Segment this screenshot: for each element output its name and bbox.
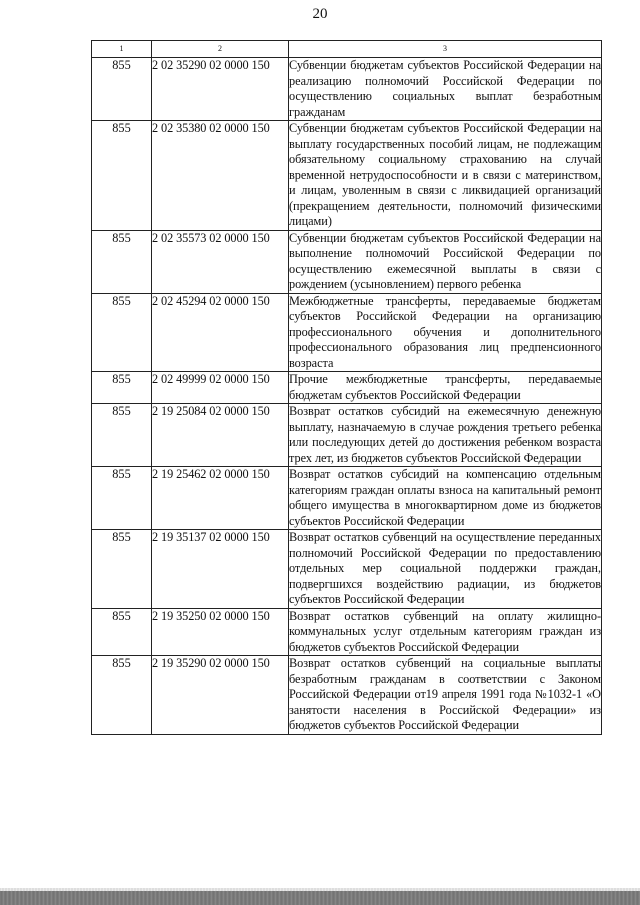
column-number-1: 1	[92, 41, 152, 58]
table-body	[92, 58, 602, 735]
budget-code-cell: 2 02 45294 02 0000 150	[152, 293, 289, 372]
table-row	[92, 530, 602, 609]
budget-code-cell: 2 19 25462 02 0000 150	[152, 467, 289, 530]
budget-code-cell: 2 19 35250 02 0000 150	[152, 608, 289, 656]
table-row	[92, 656, 602, 735]
admin-code-cell: 855	[92, 293, 152, 372]
income-name-cell: Возврат остатков субсидий на компенсацию отдельным категориям граждан оплаты взноса на капитальный ремонт общего имущества в многоквартирном доме из бюджетов субъектов Российской Федерации	[289, 467, 601, 528]
table-row	[92, 58, 602, 121]
income-name-cell: Межбюджетные трансферты, передаваемые бюджетам субъектов Российской Федерации на организацию профессионального обучения и дополнительного профессионального образования лиц предпенсионного возраста	[289, 293, 601, 370]
table-row	[92, 121, 602, 231]
income-name-cell: Возврат остатков субсидий на ежемесячную денежную выплату, назначаемую в случае рождения третьего ребенка или последующих детей до достижения ребенком возраста трех лет, из бюджетов субъектов Российской Федерации	[289, 404, 601, 465]
column-number-2: 2	[152, 41, 289, 58]
admin-code-cell: 855	[92, 372, 152, 404]
budget-code-cell: 2 19 35137 02 0000 150	[152, 530, 289, 609]
table-row	[92, 608, 602, 656]
admin-code-cell: 855	[92, 58, 152, 121]
admin-code-cell: 855	[92, 656, 152, 735]
admin-code-cell: 855	[92, 467, 152, 530]
budget-code-cell: 2 02 35290 02 0000 150	[152, 58, 289, 121]
table-row	[92, 230, 602, 293]
income-name-cell: Возврат остатков субвенций на осуществление переданных полномочий Российской Федерации по предоставлению отдельных мер социальной поддержки граждан, подвергшихся воздействию радиации, из бюджетов субъектов Российской Федерации	[289, 530, 601, 606]
table-row	[92, 372, 602, 404]
column-number-3: 3	[289, 41, 602, 58]
income-name-cell: Прочие межбюджетные трансферты, передаваемые бюджетам субъектов Российской Федерации	[289, 372, 601, 402]
admin-code-cell: 855	[92, 530, 152, 609]
budget-code-cell: 2 19 35290 02 0000 150	[152, 656, 289, 735]
admin-code-cell: 855	[92, 608, 152, 656]
column-number-row	[92, 41, 602, 58]
income-name-cell: Субвенции бюджетам субъектов Российской Федерации на выполнение полномочий Российской Федерации по осуществлению ежемесячной выплаты в связи с рождением (усыновлением) первого ребенка	[289, 230, 601, 291]
scan-edge-noise	[0, 891, 640, 905]
income-name-cell: Возврат остатков субвенций на социальные выплаты безработным гражданам в соответствии с Законом Российской Федерации от19 апреля 1991 года №1032-1 «О занятости населения в Российской Федерации» из бюджетов субъектов Российской Федерации	[289, 656, 601, 732]
income-name-cell: Субвенции бюджетам субъектов Российской Федерации на выплату государственных пособий лицам, не подлежащим обязательному социальному страхованию на случай временной нетрудоспособности и в связи с материнством, и лицам, уволенным в связи с ликвидацией организаций (прекращением деятельности, полномочий физическими лицами)	[289, 121, 601, 228]
table-row	[92, 404, 602, 467]
income-name-cell: Возврат остатков субвенций на оплату жилищно-коммунальных услуг отдельным категориям граждан из бюджетов субъектов Российской Федерации	[289, 608, 601, 654]
admin-code-cell: 855	[92, 230, 152, 293]
budget-code-cell: 2 19 25084 02 0000 150	[152, 404, 289, 467]
income-codes-table	[91, 40, 602, 735]
budget-code-cell: 2 02 35380 02 0000 150	[152, 121, 289, 231]
table-row	[92, 293, 602, 372]
table-row	[92, 467, 602, 530]
budget-code-cell: 2 02 49999 02 0000 150	[152, 372, 289, 404]
admin-code-cell: 855	[92, 404, 152, 467]
page-number: 20	[312, 6, 328, 22]
income-name-cell: Субвенции бюджетам субъектов Российской Федерации на реализацию полномочий Российской Федерации по осуществлению социальных выплат безработным гражданам	[289, 58, 601, 119]
budget-code-cell: 2 02 35573 02 0000 150	[152, 230, 289, 293]
admin-code-cell: 855	[92, 121, 152, 231]
